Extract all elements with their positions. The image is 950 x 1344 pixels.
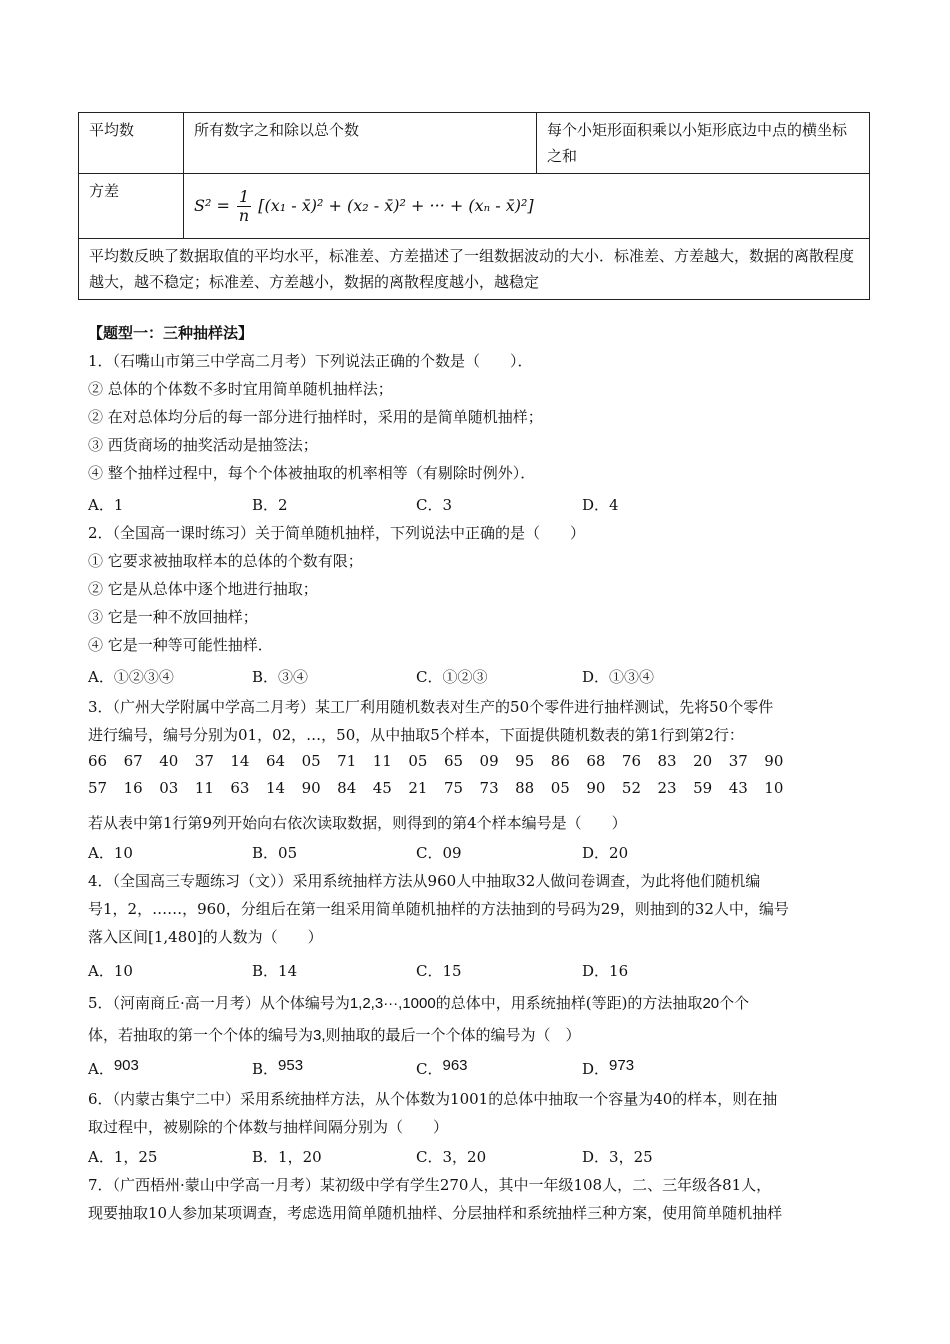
stem-text: 5．（河南商丘·高一月考）从个体编号为: [88, 994, 350, 1012]
option-value: 963: [442, 1057, 468, 1074]
option-d: D．16: [582, 962, 629, 980]
option-b: [252, 1058, 303, 1079]
table-row: [79, 113, 870, 174]
option-d: D．4: [582, 496, 619, 514]
table-note: 平均数反映了数据取值的平均水平，标准差、方差描述了一组数据波动的大小．标准差、方差越大，数据的离散程度越大，越不稳定；标准差、方差越小，数据的离散程度越小，越稳定: [79, 239, 870, 300]
random-number-cell: 73: [479, 779, 499, 797]
option-value: 903: [113, 1057, 139, 1074]
question-7-stem-line-1: 7．（广西梧州·蒙山中学高一月考）某初级中学有学生270人，其中一年级108人，二、三年级各81人，: [88, 1176, 772, 1194]
question-2-stem: 2．（全国高一课时练习）关于简单随机抽样，下列说法中正确的是（ ）: [88, 524, 586, 542]
random-number-cell: 88: [515, 779, 535, 797]
stem-text: 则抽取的最后一个个体的编号为（ ）: [325, 1026, 581, 1044]
option-c: [416, 1058, 468, 1079]
random-number-cell: 05: [301, 752, 321, 770]
random-number-cell: 14: [230, 752, 250, 770]
option-letter: A．: [88, 1060, 114, 1078]
option-b: B．14: [252, 962, 298, 980]
random-number-cell: 10: [764, 779, 784, 797]
option-d: D．20: [582, 844, 629, 862]
option-a: A．10: [88, 844, 133, 862]
option-letter: D．: [582, 1060, 610, 1078]
variance-formula: [184, 174, 870, 239]
row-label-mean: 平均数: [79, 113, 184, 174]
option-b: B．③④: [252, 668, 309, 686]
fraction-denominator: n: [238, 206, 250, 225]
question-4-stem-line-3: [88, 926, 323, 947]
option-letter: B．: [252, 1060, 279, 1078]
formula-prefix: S² =: [194, 196, 230, 215]
formula-body: [(x₁ - x̄)² + (x₂ - x̄)² + ··· + (xₙ - x̄)²]: [258, 196, 534, 215]
random-number-cell: 03: [159, 779, 179, 797]
section-title: 【题型一：三种抽样法】: [88, 324, 254, 342]
option-letter: C．: [416, 1060, 443, 1078]
option-c: C．①②③: [416, 668, 488, 686]
question-3-stem-line-2: 进行编号，编号分别为01，02，…，50，从中抽取5个样本，下面提供随机数表的第1行到第2行：: [88, 726, 744, 744]
option-d: [582, 1058, 634, 1079]
option-a: A．1: [88, 496, 124, 514]
question-2-statement-1: ① 它要求被抽取样本的总体的个数有限；: [88, 552, 363, 570]
random-number-row-2: [88, 779, 800, 797]
random-number-cell: 90: [301, 779, 321, 797]
question-6-stem-line-1: 6．（内蒙古集宁二中）采用系统抽样方法，从个体数为1001的总体中抽取一个容量为40的样本，则在抽: [88, 1090, 778, 1108]
mean-definition-histogram: 每个小矩形面积乘以小矩形底边中点的横坐标之和: [537, 113, 870, 174]
option-a: A．10: [88, 962, 133, 980]
random-number-cell: 40: [159, 752, 179, 770]
random-number-cell: 21: [408, 779, 428, 797]
random-number-cell: 95: [515, 752, 535, 770]
random-number-cell: 37: [728, 752, 748, 770]
option-a: [88, 1058, 139, 1079]
random-number-cell: 86: [550, 752, 570, 770]
option-c: C．3，20: [416, 1148, 487, 1166]
random-number-cell: 75: [443, 779, 464, 797]
question-1-statement-3: ③ 西货商场的抽奖活动是抽签法；: [88, 436, 318, 454]
random-number-cell: 65: [443, 752, 464, 770]
formula-fraction: [237, 188, 251, 225]
question-5-stem-line-1: [88, 992, 749, 1013]
option-c: C．3: [416, 496, 453, 514]
random-number-cell: 14: [265, 779, 286, 797]
random-number-cell: 11: [194, 779, 214, 797]
question-1-statement-4: ④ 整个抽样过程中，每个个体被抽取的机率相等（有剔除时例外）．: [88, 464, 536, 482]
random-number-cell: 23: [657, 779, 677, 797]
table-row: [79, 174, 870, 239]
option-c: C．09: [416, 844, 462, 862]
statistics-summary-table: [78, 112, 870, 300]
random-number-cell: 76: [621, 752, 641, 770]
question-7-stem-line-2: 现要抽取10人参加某项调查，考虑选用简单随机抽样、分层抽样和系统抽样三种方案，使用简单随机抽样: [88, 1204, 783, 1222]
row-label-variance: 方差: [79, 174, 184, 239]
question-2-statement-2: ② 它是从总体中逐个地进行抽取；: [88, 580, 318, 598]
stem-text: 的人数为（ ）: [202, 928, 323, 946]
random-number-cell: 05: [550, 779, 570, 797]
random-number-cell: 45: [372, 779, 392, 797]
option-value: 953: [278, 1057, 304, 1074]
question-6-stem-line-2: 取过程中，被剔除的个体数与抽样间隔分别为（ ）: [88, 1118, 449, 1136]
stem-text: 个个: [719, 994, 750, 1012]
option-b: B．1，20: [252, 1148, 322, 1166]
stem-text: 落入区间: [88, 928, 149, 946]
random-number-cell: 68: [586, 752, 606, 770]
random-number-cell: 57: [88, 779, 108, 797]
question-1-stem: 1．（石嘴山市第三中学高二月考）下列说法正确的个数是（ ）．: [88, 352, 533, 370]
question-5-stem-line-2: [88, 1024, 581, 1045]
random-number-cell: 09: [479, 752, 499, 770]
random-number-cell: 63: [230, 779, 250, 797]
random-number-cell: 05: [408, 752, 428, 770]
random-number-row-1: [88, 752, 800, 770]
option-d: D．3，25: [582, 1148, 653, 1166]
stem-text: 的总体中，用系统抽样(等距)的方法抽取: [435, 994, 703, 1012]
random-number-cell: 67: [123, 752, 143, 770]
stem-text: 体，若抽取的第一个个体的编号为: [88, 1026, 314, 1044]
option-b: B．05: [252, 844, 298, 862]
random-number-cell: 52: [621, 779, 641, 797]
random-number-cell: 90: [764, 752, 784, 770]
question-3-stem-line-1: 3．（广州大学附属中学高二月考）某工厂利用随机数表对生产的50个零件进行抽样测试，先将50个零件: [88, 698, 774, 716]
option-a: A．①②③④: [88, 668, 174, 686]
random-number-cell: 37: [194, 752, 214, 770]
random-number-cell: 90: [586, 779, 606, 797]
random-number-cell: 84: [337, 779, 357, 797]
random-number-cell: 66: [88, 752, 108, 770]
question-3-stem-line-3: 若从表中第1行第9列开始向右依次读取数据，则得到的第4个样本编号是（ ）: [88, 814, 627, 832]
sample-size: 20: [702, 995, 720, 1012]
option-a: A．1，25: [88, 1148, 158, 1166]
question-2-statement-3: ③ 它是一种不放回抽样；: [88, 608, 258, 626]
question-2-statement-4: ④ 它是一种等可能性抽样．: [88, 636, 273, 654]
random-number-cell: 64: [265, 752, 286, 770]
random-number-cell: 59: [693, 779, 713, 797]
random-number-cell: 20: [693, 752, 713, 770]
first-number: 3,: [313, 1027, 326, 1044]
option-c: C．15: [416, 962, 462, 980]
question-1-statement-1: ② 总体的个体数不多时宜用简单随机抽样法；: [88, 380, 393, 398]
option-b: B．2: [252, 496, 288, 514]
random-number-cell: 71: [337, 752, 357, 770]
option-value: 973: [609, 1057, 635, 1074]
question-4-stem-line-2: 号1，2，……，960，分组后在第一组采用简单随机抽样的方法抽到的号码为29，则抽到的32人中，编号: [88, 900, 789, 918]
table-row: [79, 239, 870, 300]
question-4-stem-line-1: 4．（全国高三专题练习（文））采用系统抽样方法从960人中抽取32人做问卷调查，为此将他们随机编: [88, 872, 761, 890]
interval-expression: [1,480]: [148, 928, 203, 946]
random-number-cell: 11: [372, 752, 392, 770]
random-number-cell: 16: [123, 779, 143, 797]
option-d: D．①③④: [582, 668, 655, 686]
question-1-statement-2: ② 在对总体均分后的每一部分进行抽样时，采用的是简单随机抽样；: [88, 408, 543, 426]
random-number-cell: 43: [728, 779, 748, 797]
number-range: 1,2,3···,1000: [349, 995, 436, 1012]
random-number-cell: 83: [657, 752, 677, 770]
mean-definition-data: 所有数字之和除以总个数: [184, 113, 537, 174]
fraction-numerator: 1: [238, 187, 250, 206]
